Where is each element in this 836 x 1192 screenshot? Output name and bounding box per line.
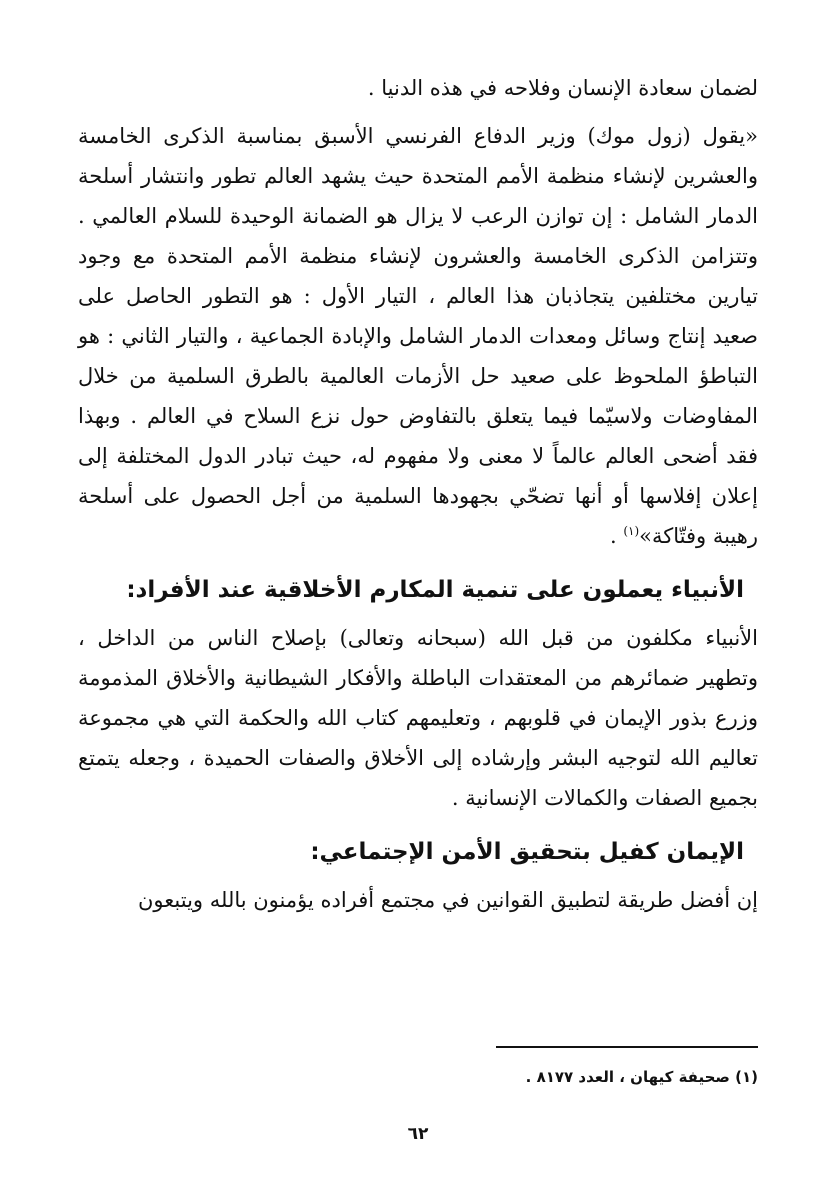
footnote-reference: (١) bbox=[623, 524, 640, 538]
paragraph-faith: إن أفضل طريقة لتطبيق القوانين في مجتمع أفراده يؤمنون بالله ويتبعون bbox=[138, 888, 758, 912]
section-heading-faith: الإيمان كفيل بتحقيق الأمن الإجتماعي: bbox=[310, 839, 744, 865]
footnote-divider bbox=[496, 1046, 758, 1048]
section-heading-prophets: الأنبياء يعملون على تنمية المكارم الأخلاقية عند الأفراد: bbox=[126, 577, 744, 603]
paragraph-prophets: الأنبياء مكلفون من قبل الله (سبحانه وتعالى) بإصلاح الناس من الداخل ، وتطهير ضمائرهم من المعتقدات الباطلة والأفكار الشيطانية والأخلاق المذمومة وزرع بذور الإيمان في قلوبهم ، وتعليمهم كتاب الله والحكمة التي هي مجموعة تعاليم الله لتوجيه البشر وإرشاده إلى الأخلاق والصفات الحميدة ، وجعله يتمتع بجميع الصفات والكمالات الإنسانية . bbox=[78, 626, 758, 810]
quote-paragraph bbox=[78, 116, 758, 556]
footnote: (١) صحيفة كيهان ، العدد ٨١٧٧ . bbox=[525, 1068, 758, 1086]
quote-end: . bbox=[609, 524, 624, 548]
page-body bbox=[78, 68, 758, 920]
quote-text: «يقول (زول موك) وزير الدفاع الفرنسي الأسبق بمناسبة الذكرى الخامسة والعشرين لإنشاء منظمة الأمم المتحدة حيث يشهد العالم تطور وانتشار أسلحة الدمار الشامل : إن توازن الرعب لا يزال هو الضمانة الوحيدة للسلام العالمي . وتتزامن الذكرى الخامسة والعشرون لإنشاء منظمة الأمم المتحدة مع وجود تيارين مختلفين يتجاذبان هذا العالم ، التيار الأول : هو التطور الحاصل على صعيد إنتاج وسائل ومعدات الدمار الشامل والإبادة الجماعية ، والتيار الثاني : هو التباطؤ الملحوظ على صعيد حل الأزمات العالمية بالطرق السلمية من خلال المفاوضات ولاسيّما فيما يتعلق بالتفاوض حول نزع السلاح في العالم . وبهذا فقد أضحى العالم عالماً لا معنى ولا مفهوم له، حيث تبادر الدول المختلفة إلى إعلان إفلاسها أو أنها تضحّي بجهودها السلمية من أجل الحصول على أسلحة رهيبة وفتّاكة» bbox=[78, 124, 758, 548]
intro-line: لضمان سعادة الإنسان وفلاحه في هذه الدنيا . bbox=[367, 76, 758, 100]
page-number: ٦٢ bbox=[407, 1124, 429, 1144]
